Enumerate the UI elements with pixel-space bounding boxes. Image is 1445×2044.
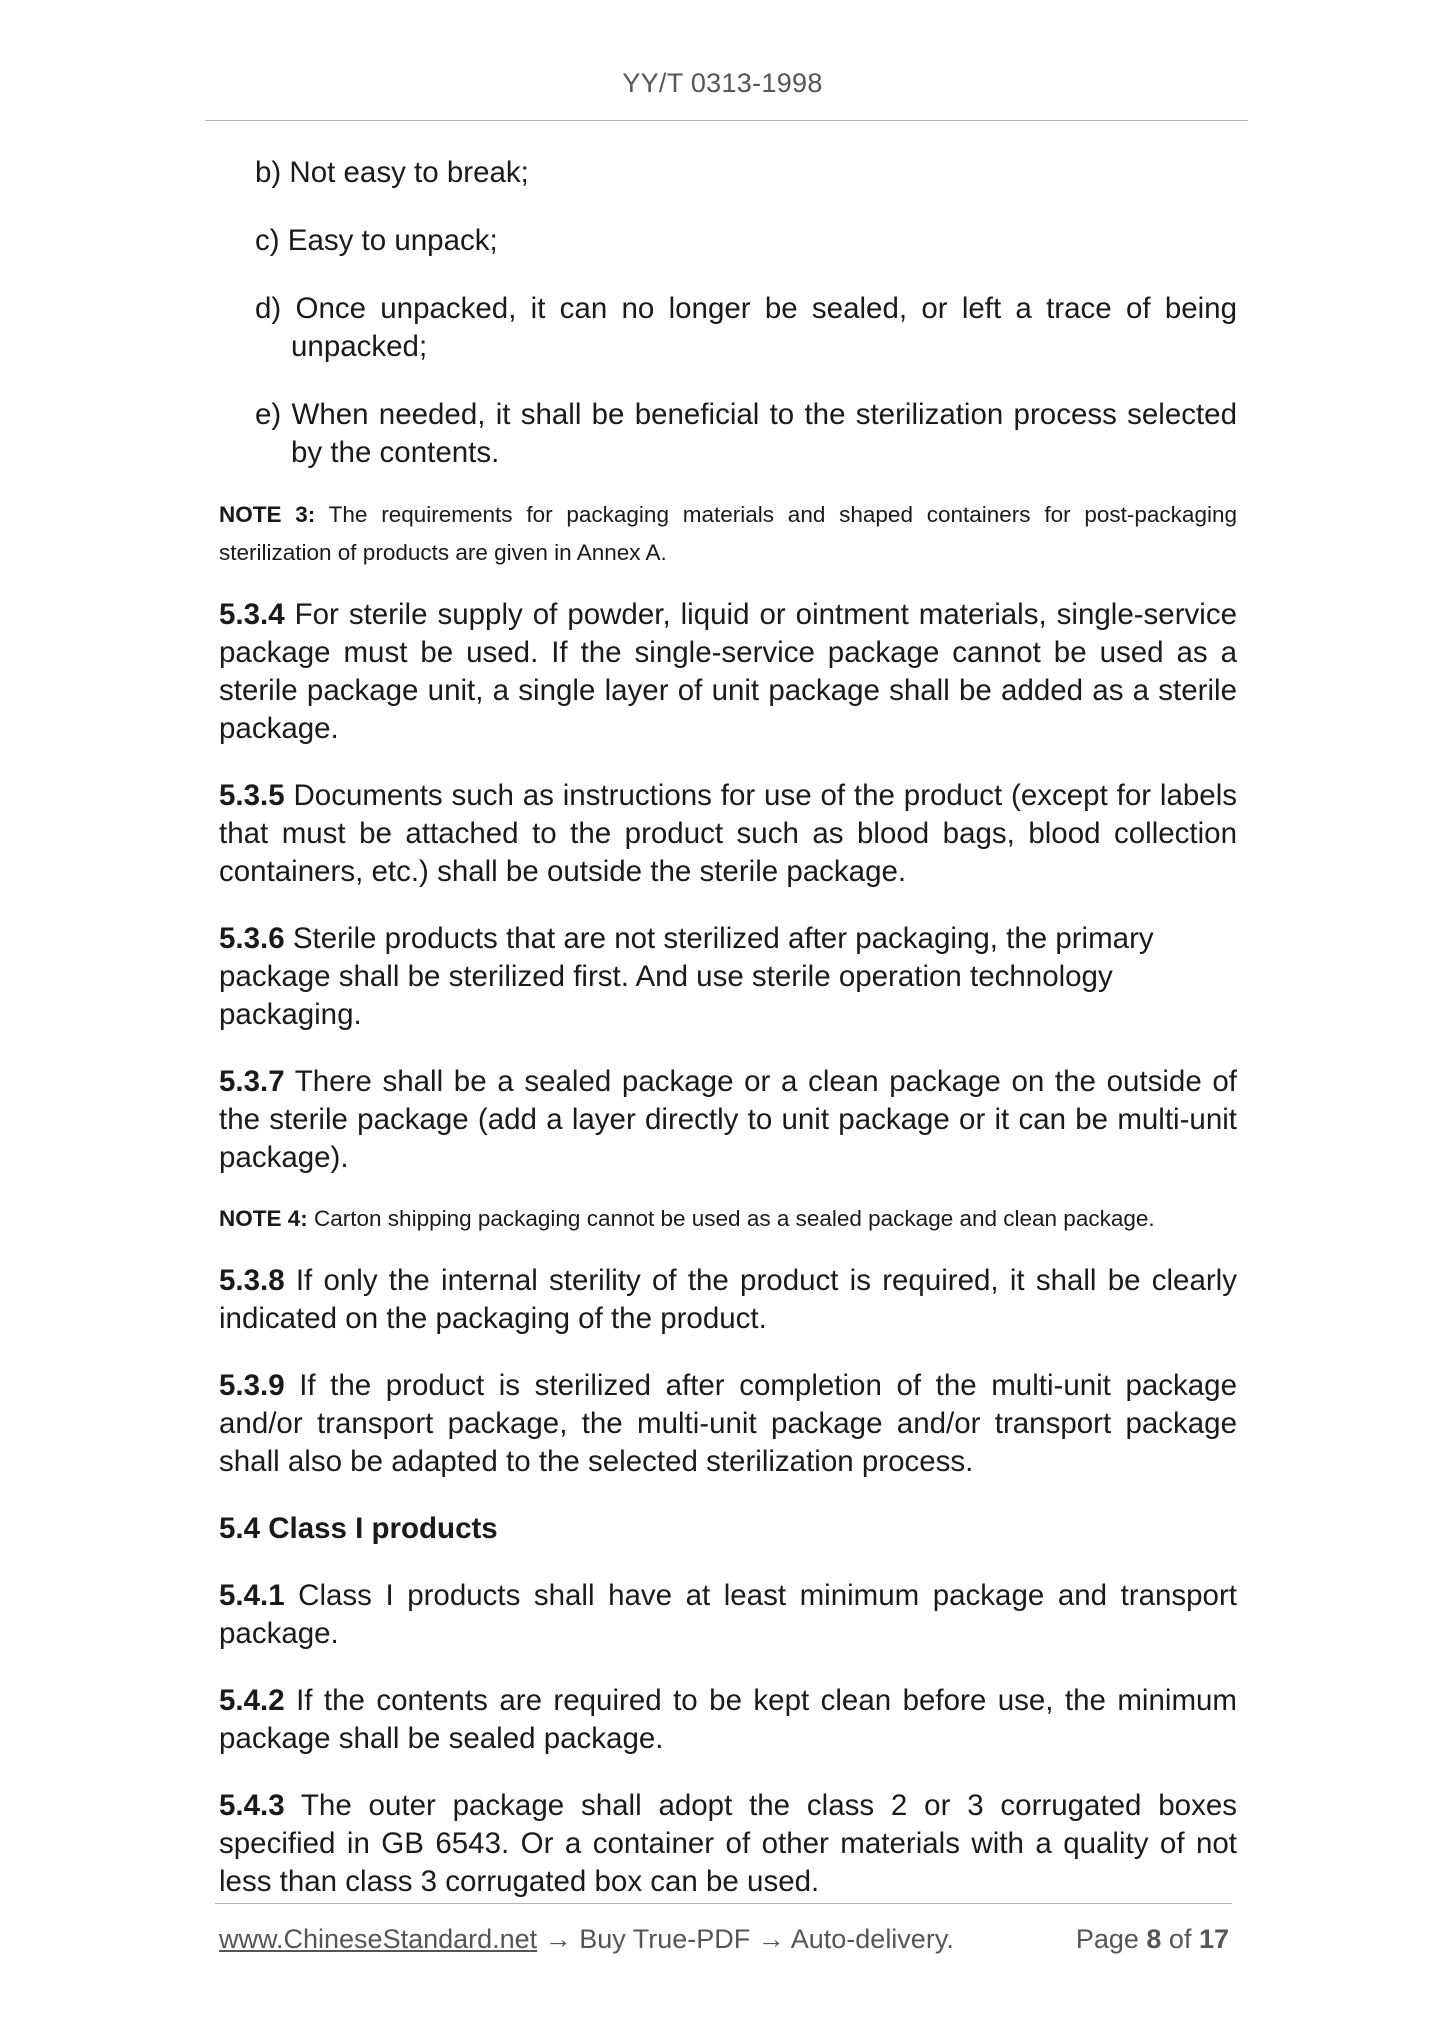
document-header-title: YY/T 0313-1998 (622, 68, 823, 98)
footer-promo (219, 1924, 954, 1955)
total-pages: 17 (1198, 1924, 1229, 1954)
clause-number: 5.3.9 (219, 1369, 285, 1402)
clause-text: If the contents are required to be kept clean before use, the minimum package shall be sealed package. (219, 1684, 1237, 1755)
website-link[interactable]: www.ChineseStandard.net (219, 1924, 538, 1954)
list-item-e: e) When needed, it shall be beneficial to the sterilization process selected by the contents. (255, 398, 1237, 469)
header-divider (205, 120, 1248, 121)
note-4-text: Carton shipping packaging cannot be used as a sealed package and clean package. (307, 1206, 1155, 1231)
clause-number: 5.3.4 (219, 598, 285, 631)
clause-text: There shall be a sealed package or a clean package on the outside of the sterile package (add a layer directly to unit package or it can be multi-unit package). (219, 1065, 1237, 1174)
clause-text: Sterile products that are not sterilized after packaging, the primary package shall be sterilized first. And use sterile operation technology packaging. (219, 922, 1154, 1031)
clause-5-3-8 (219, 1262, 1237, 1338)
clause-number: 5.4.2 (219, 1684, 285, 1717)
note-3 (219, 496, 1237, 572)
clause-text: Class I products shall have at least minimum package and transport package. (219, 1579, 1237, 1650)
page-label: Page (1075, 1924, 1147, 1954)
clause-5-3-6 (219, 920, 1237, 1034)
clause-number: 5.3.6 (219, 922, 285, 955)
document-body (219, 154, 1237, 1930)
clause-5-3-4 (219, 596, 1237, 748)
clause-text: If the product is sterilized after completion of the multi-unit package and/or transport package, the multi-unit package and/or transport package shall also be adapted to the selected sterilization process. (219, 1369, 1237, 1478)
clause-text: For sterile supply of powder, liquid or ointment materials, single-service package must be used. If the single-service package cannot be used as a sterile package unit, a single layer of unit package shall be added as a sterile package. (219, 598, 1237, 745)
list-item-c: c) Easy to unpack; (255, 224, 498, 257)
page-number: 8 (1146, 1924, 1162, 1954)
list-item-b: b) Not easy to break; (255, 156, 529, 189)
clause-text: The outer package shall adopt the class 2 or 3 corrugated boxes specified in GB 6543. Or a container of other materials with a quality of not less than class 3 corrugated box can be used. (219, 1789, 1237, 1898)
clause-5-4-1 (219, 1577, 1237, 1653)
clause-text: Documents such as instructions for use of the product (except for labels that must be attached to the product such as blood bags, blood collection containers, etc.) shall be outside the sterile package. (219, 779, 1237, 888)
clause-number: 5.4.3 (219, 1789, 285, 1822)
list-item-d: d) Once unpacked, it can no longer be sealed, or left a trace of being unpacked; (255, 292, 1237, 363)
clause-text: If only the internal sterility of the product is required, it shall be clearly indicated on the packaging of the product. (219, 1264, 1237, 1335)
clause-5-3-5 (219, 777, 1237, 891)
clause-5-4-2 (219, 1682, 1237, 1758)
note-4 (219, 1200, 1237, 1238)
clause-number: 5.3.7 (219, 1065, 285, 1098)
note-3-text: The requirements for packaging materials and shaped containers for post-packaging sterilization of products are given in Annex A. (219, 502, 1237, 565)
clause-5-4-3 (219, 1787, 1237, 1901)
note-3-label: NOTE 3: (219, 502, 316, 527)
footer-divider (215, 1903, 1232, 1904)
clause-5-3-7 (219, 1063, 1237, 1177)
footer-promo-text: → Buy True-PDF → Auto-delivery. (537, 1924, 954, 1954)
clause-number: 5.4.1 (219, 1579, 285, 1612)
clause-number: 5.3.8 (219, 1264, 285, 1297)
section-heading-5-4: 5.4 Class I products (219, 1512, 498, 1545)
clause-5-3-9 (219, 1367, 1237, 1481)
of-label: of (1161, 1924, 1199, 1954)
page-indicator (1076, 1924, 1229, 1955)
note-4-label: NOTE 4: (219, 1206, 308, 1231)
clause-number: 5.3.5 (219, 779, 285, 812)
